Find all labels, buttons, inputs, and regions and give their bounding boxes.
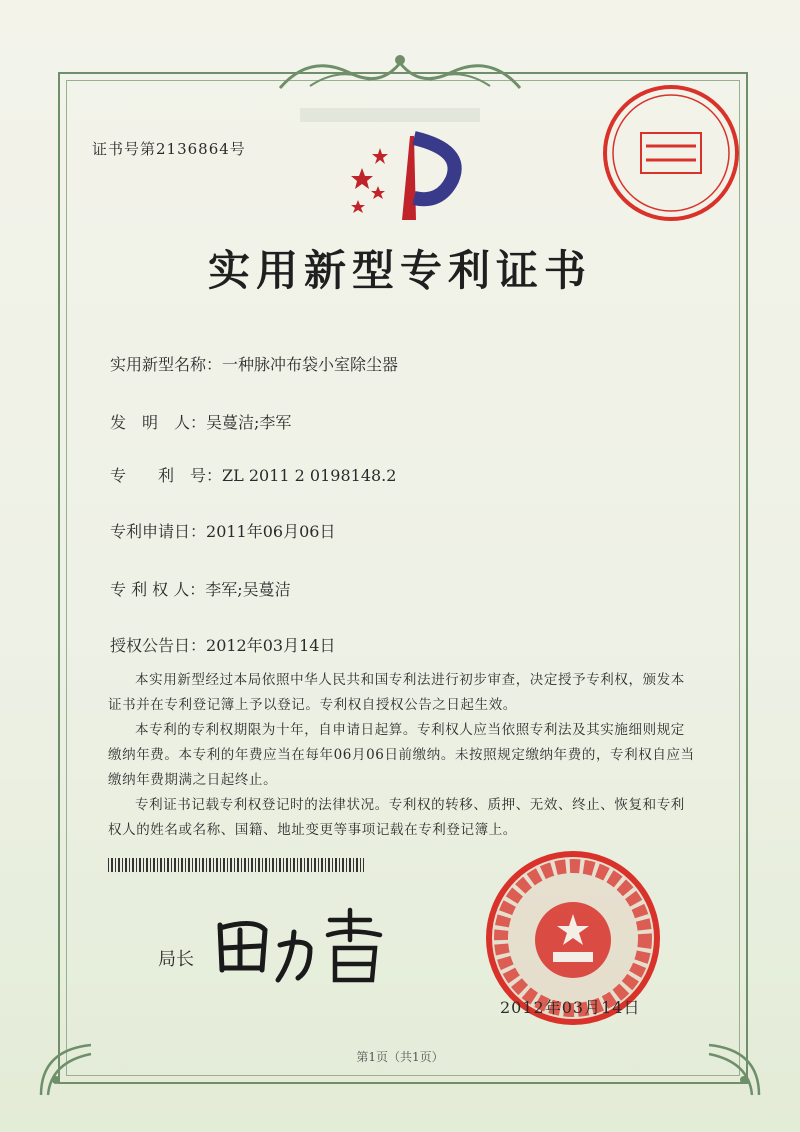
top-ornament-icon — [270, 48, 530, 98]
barcode — [108, 858, 364, 872]
inventor-field — [110, 410, 291, 433]
patent-number-field — [110, 463, 396, 486]
body-paragraph: 本专利的专利权期限为十年，自申请日起算。专利权人应当依照专利法及其实施细则规定缴纳年费。本专利的年费应当在每年06月06日前缴纳。未按照规定缴纳年费的，专利权自应当缴纳年费期满之日起终止。 — [108, 722, 695, 788]
body-paragraph: 专利证书记载专利权登记时的法律状况。专利权的转移、质押、无效、终止、恢复和专利权人的姓名或名称、国籍、地址变更等事项记载在专利登记簿上。 — [108, 797, 685, 838]
body-paragraph: 本实用新型经过本局依照中华人民共和国专利法进行初步审查，决定授予专利权，颁发本证书并在专利登记簿上予以登记。专利权自授权公告之日起生效。 — [108, 672, 685, 713]
certificate-body — [108, 668, 698, 843]
field-label: 专 利 号： — [110, 466, 223, 485]
certificate-title: 实用新型专利证书 — [207, 246, 592, 295]
filing-date-field — [110, 519, 335, 542]
director-label: 局长 — [158, 949, 194, 970]
patent-holder-field — [110, 577, 291, 600]
field-value: 一种脉冲布袋小室除尘器 — [222, 355, 399, 374]
sign-date: 2012年03月14日 — [500, 998, 641, 1017]
field-value: 李军;吴蔓洁 — [205, 580, 291, 599]
utility-model-name-field — [110, 352, 398, 375]
grant-date-field — [110, 633, 335, 656]
certificate-number: 证书号第2136864号 — [92, 140, 246, 158]
page-number: 第1页（共1页） — [356, 1050, 444, 1064]
field-label: 发 明 人： — [110, 413, 207, 432]
patent-office-emblem-icon — [340, 128, 470, 228]
faint-watermark — [300, 108, 480, 122]
director-signature — [210, 900, 390, 990]
field-label: 授权公告日： — [110, 636, 207, 655]
field-label: 实用新型名称： — [110, 355, 223, 374]
field-value: 吴蔓洁;李军 — [206, 413, 292, 432]
field-label: 专 利 权 人： — [110, 580, 206, 599]
tax-stamp-seal — [596, 78, 746, 228]
field-label: 专利申请日： — [110, 522, 207, 541]
field-value: 2012年03月14日 — [206, 636, 336, 655]
field-value: ZL 2011 2 0198148.2 — [222, 466, 397, 485]
field-value: 2011年06月06日 — [206, 522, 336, 541]
